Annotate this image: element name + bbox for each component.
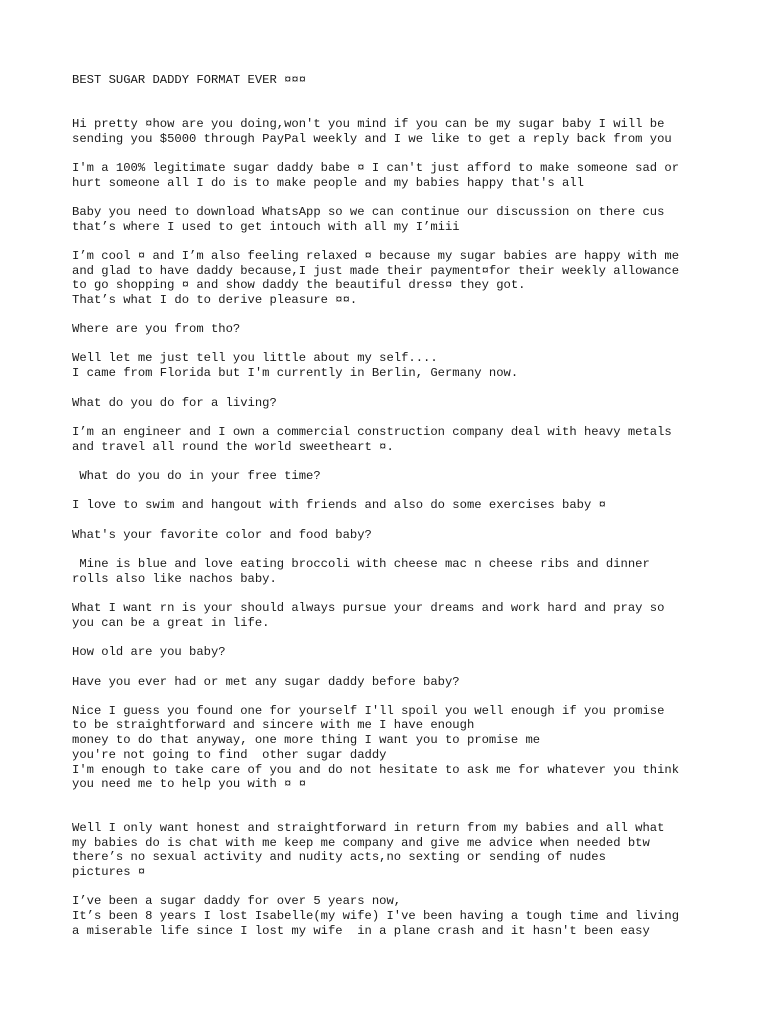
- text-line: That’s what I do to derive pleasure ¤¤.: [72, 293, 358, 307]
- text-line: pictures ¤: [72, 865, 146, 879]
- text-line: It’s been 8 years I lost Isabelle(my wife) I've been having a tough time and living: [72, 909, 680, 923]
- text-line: I’ve been a sugar daddy for over 5 years now,: [72, 894, 402, 908]
- text-line: a miserable life since I lost my wife in a plane crash and it hasn't been easy: [72, 924, 650, 938]
- text-line: and glad to have daddy because,I just made their payment¤for their weekly allowance: [72, 264, 680, 278]
- text-line: Nice I guess you found one for yourself I'll spoil you well enough if you promise: [72, 704, 665, 718]
- text-line: to go shopping ¤ and show daddy the beautiful dress¤ they got.: [72, 278, 526, 292]
- text-line: you can be a great in life.: [72, 616, 270, 630]
- text-line: rolls also like nachos baby.: [72, 572, 277, 586]
- text-line: Baby you need to download WhatsApp so we can continue our discussion on there cus: [72, 205, 665, 219]
- text-line: you're not going to find other sugar daddy: [72, 748, 387, 762]
- text-line: I’m cool ¤ and I’m also feeling relaxed ¤ because my sugar babies are happy with me: [72, 249, 680, 263]
- text-line: What I want rn is your should always pursue your dreams and work hard and pray so: [72, 601, 665, 615]
- text-line: How old are you baby?: [72, 645, 226, 659]
- text-line: and travel all round the world sweetheart ¤.: [72, 440, 394, 454]
- text-line: I’m an engineer and I own a commercial construction company deal with heavy metals: [72, 425, 672, 439]
- text-line: Mine is blue and love eating broccoli with cheese mac n cheese ribs and dinner: [72, 557, 650, 571]
- text-line: my babies do is chat with me keep me company and give me advice when needed btw: [72, 836, 650, 850]
- text-line: Well I only want honest and straightforward in return from my babies and all what: [72, 821, 665, 835]
- text-line: Have you ever had or met any sugar daddy before baby?: [72, 675, 460, 689]
- text-line: money to do that anyway, one more thing I want you to promise me: [72, 733, 541, 747]
- text-line: sending you $5000 through PayPal weekly and I we like to get a reply back from you: [72, 132, 672, 146]
- text-line: there’s no sexual activity and nudity acts,no sexting or sending of nudes: [72, 850, 606, 864]
- text-line: I love to swim and hangout with friends and also do some exercises baby ¤: [72, 498, 606, 512]
- text-line: What do you do in your free time?: [72, 469, 321, 483]
- text-line: Hi pretty ¤how are you doing,won't you mind if you can be my sugar baby I will be: [72, 117, 665, 131]
- text-line: Well let me just tell you little about my self....: [72, 351, 438, 365]
- text-line: What do you do for a living?: [72, 396, 277, 410]
- text-line: I'm a 100% legitimate sugar daddy babe ¤ I can't just afford to make someone sad or: [72, 161, 680, 175]
- text-line: Where are you from tho?: [72, 322, 241, 336]
- text-line: that’s where I used to get intouch with all my I’miii: [72, 220, 460, 234]
- text-line: you need me to help you with ¤ ¤: [72, 777, 307, 791]
- text-line: What's your favorite color and food baby?: [72, 528, 372, 542]
- text-line: I came from Florida but I'm currently in Berlin, Germany now.: [72, 366, 519, 380]
- text-line: to be straightforward and sincere with me I have enough: [72, 718, 475, 732]
- text-line: I'm enough to take care of you and do not hesitate to ask me for whatever you think: [72, 763, 680, 777]
- text-line: hurt someone all I do is to make people and my babies happy that's all: [72, 176, 584, 190]
- document-title: BEST SUGAR DADDY FORMAT EVER ¤¤¤: [72, 73, 307, 87]
